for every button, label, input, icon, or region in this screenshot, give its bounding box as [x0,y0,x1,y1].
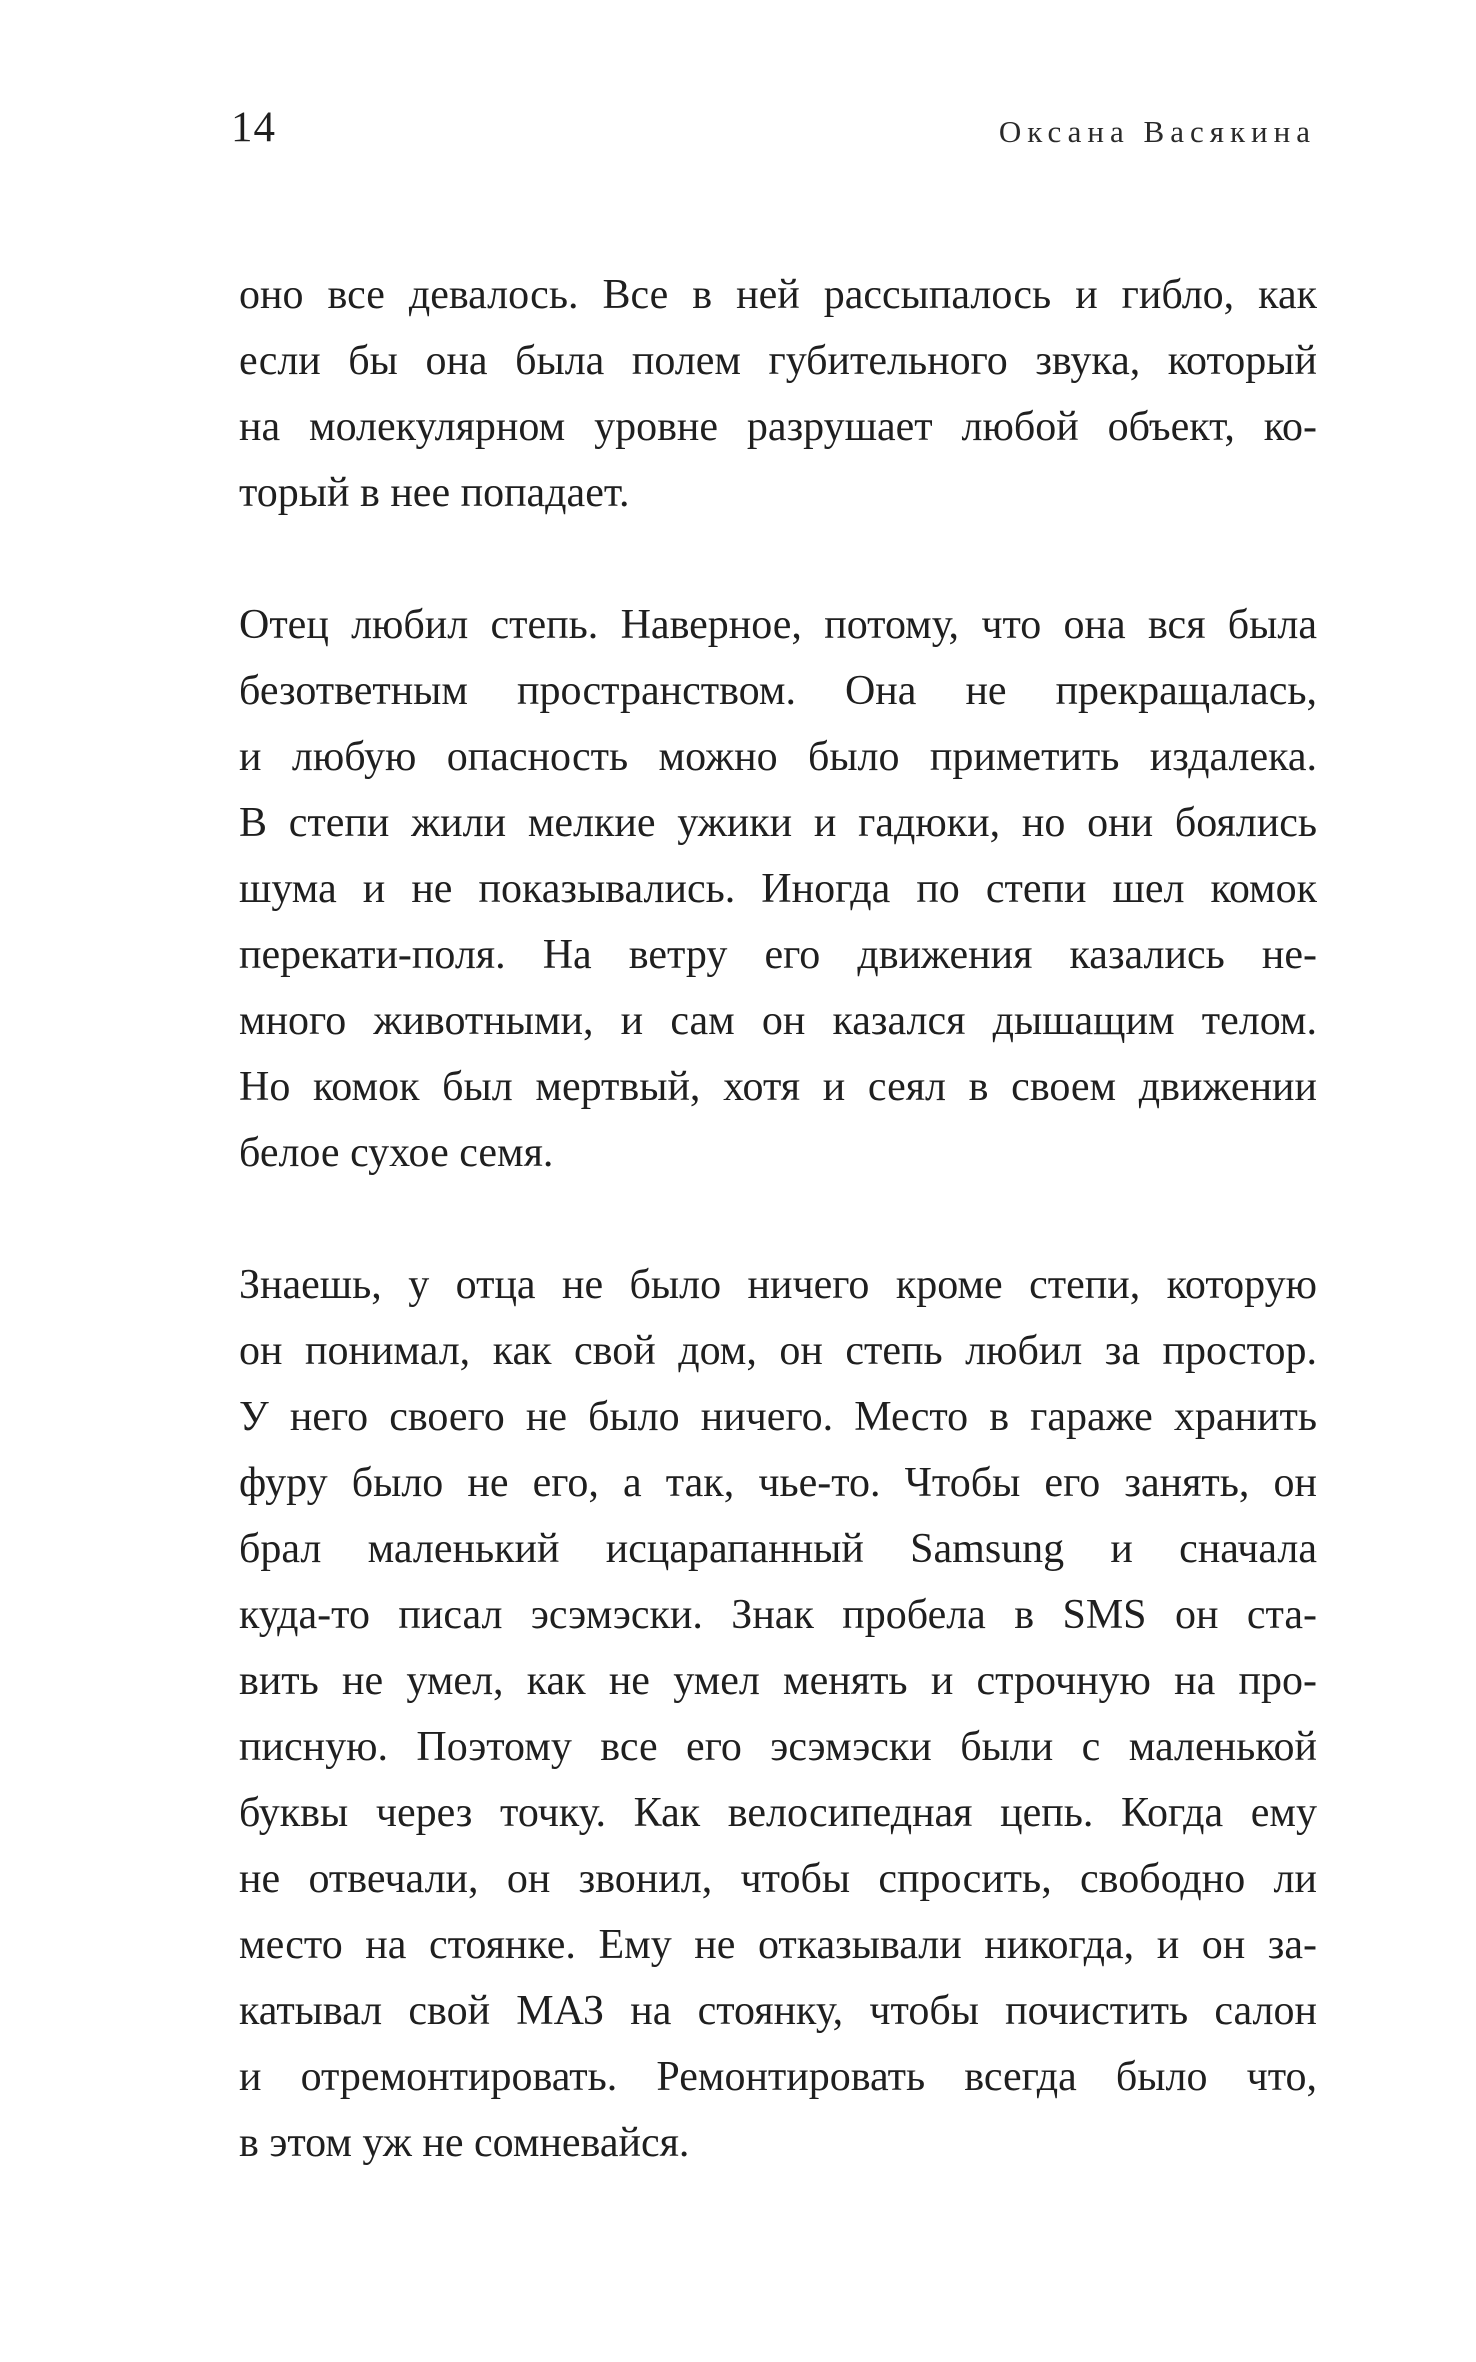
text-line: В степи жили мелкие ужики и гадюки, но они боялись [239,800,1317,846]
body-text [239,262,1317,2176]
text-line: куда-то писал эсэмэски. Знак пробела в SMS он ста- [239,1592,1317,1638]
text-line: перекати-поля. На ветру его движения казались не- [239,932,1317,978]
text-line: вить не умел, как не умел менять и строчную на про- [239,1658,1317,1704]
running-head-author: Оксана Васякина [998,114,1316,149]
text-line: брал маленький исцарапанный Samsung и сначала [239,1526,1317,1572]
page-number: 14 [231,104,276,151]
text-line: белое сухое семя. [239,1130,554,1176]
text-line: оно все девалось. Все в ней рассыпалось и гибло, как [239,272,1317,318]
paragraph-gap [239,526,1317,592]
text-line: торый в нее попадает. [239,470,630,516]
text-line: Знаешь, у отца не было ничего кроме степи, которую [239,1262,1317,1308]
text-line: если бы она была полем губительного звука, который [239,338,1317,384]
text-line: катывал свой МАЗ на стоянку, чтобы почистить салон [239,1988,1317,2034]
paragraph-3 [239,1252,1317,2176]
text-line: писную. Поэтому все его эсэмэски были с маленькой [239,1724,1317,1770]
text-line: Но комок был мертвый, хотя и сеял в своем движении [239,1064,1317,1110]
text-line: много животными, и сам он казался дышащим телом. [239,998,1317,1044]
text-line: и любую опасность можно было приметить издалека. [239,734,1317,780]
text-line: место на стоянке. Ему не отказывали никогда, и он за- [239,1922,1317,1968]
text-line: и отремонтировать. Ремонтировать всегда было что, [239,2054,1317,2100]
text-line: шума и не показывались. Иногда по степи шел комок [239,866,1317,912]
text-line: буквы через точку. Как велосипедная цепь. Когда ему [239,1790,1317,1836]
text-line: фуру было не его, а так, чье-то. Чтобы его занять, он [239,1460,1317,1506]
text-line: на молекулярном уровне разрушает любой объект, ко- [239,404,1317,450]
text-line: безответным пространством. Она не прекращалась, [239,668,1317,714]
paragraph-1 [239,262,1317,526]
text-line: он понимал, как свой дом, он степь любил за простор. [239,1328,1317,1374]
paragraph-2 [239,592,1317,1186]
text-line: не отвечали, он звонил, чтобы спросить, свободно ли [239,1856,1317,1902]
text-line: У него своего не было ничего. Место в гараже хранить [239,1394,1317,1440]
paragraph-gap [239,1186,1317,1252]
text-line: Отец любил степь. Наверное, потому, что она вся была [239,602,1317,648]
text-line: в этом уж не сомневайся. [239,2120,690,2166]
